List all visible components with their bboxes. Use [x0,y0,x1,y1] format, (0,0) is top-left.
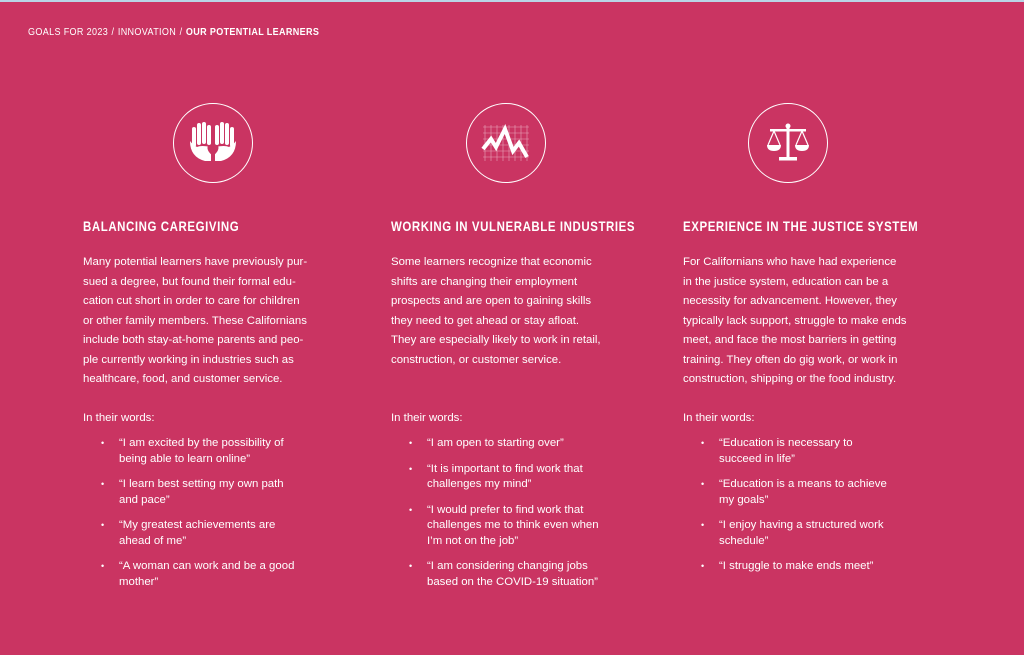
breadcrumb-current: OUR POTENTIAL LEARNERS [185,26,320,38]
words-label: In their words: [391,412,463,424]
quote-line: • “A woman can work and be a good [119,560,295,572]
breadcrumb-part-innovation: INNOVATION [117,26,177,38]
hands-heart-icon [173,103,253,183]
top-rule [0,0,1024,2]
body-line: cation cut short in order to care for children [83,295,300,307]
body-line: training. They often do gig work, or work in [683,353,898,366]
quote-item [391,462,641,493]
body-line: they need to get ahead or stay afloat. [391,314,580,327]
quote-item [683,477,933,508]
quote-list [683,436,933,585]
body-line: meet, and face the most barriers in getting [683,334,897,346]
quote-line: my goals” [719,493,769,506]
body-line: include both stay-at-home parents and peo- [83,334,304,346]
quote-item [391,503,641,550]
quote-line: I’m not on the job” [427,534,519,547]
quote-item [683,559,933,575]
quote-list [391,436,641,600]
column-body [391,253,641,370]
quote-item [83,559,333,590]
body-line: Many potential learners have previously pur- [83,256,308,268]
body-line: sued a degree, but found their formal edu- [83,275,296,288]
quote-line: • “I am excited by the possibility of [119,437,284,449]
quote-line: • “I struggle to make ends meet” [719,560,874,572]
words-label: In their words: [683,412,755,424]
body-line: or other family members. These Californians [83,314,307,327]
quote-item [391,436,641,452]
body-line: shifts are changing their employment [391,275,578,288]
quote-line: • “It is important to find work that [427,462,583,475]
words-label: In their words: [83,412,155,424]
scales-of-justice-icon [748,103,828,183]
quote-line: being able to learn online” [119,452,251,465]
quote-line: and pace” [119,493,170,506]
quote-line: based on the COVID-19 situation” [427,575,598,588]
column-heading: EXPERIENCE IN THE JUSTICE SYSTEM [683,218,919,234]
quote-list [83,436,333,600]
quote-line: • “I would prefer to find work that [427,503,584,516]
quote-item [83,436,333,467]
column-vulnerable-industries [391,100,641,588]
quote-line: • “Education is necessary to [719,437,853,449]
quote-line: • “Education is a means to achieve [719,478,887,490]
column-heading: BALANCING CAREGIVING [83,218,240,234]
quote-line: challenges my mind” [427,478,532,490]
body-line: construction, or customer service. [391,353,562,366]
quote-line: • “My greatest achievements are [119,519,276,531]
quote-item [83,518,333,549]
quote-item [683,436,933,467]
quote-line: • “I learn best setting my own path [119,478,284,490]
body-line: healthcare, food, and customer service. [83,373,283,385]
body-line: prospects and are open to gaining skills [391,295,592,307]
column-heading: WORKING IN VULNERABLE INDUSTRIES [391,218,636,234]
body-line: necessity for advancement. However, they [683,295,897,307]
declining-chart-icon [466,103,546,183]
quote-line: challenges me to think even when [427,519,599,531]
column-body [683,253,933,390]
body-line: ple currently working in industries such as [83,353,294,366]
quote-item [683,518,933,549]
body-line: Some learners recognize that economic [391,256,592,268]
quote-line: ahead of me” [119,534,187,547]
column-body [83,253,333,390]
quote-item [391,559,641,590]
body-line: construction, shipping or the food industry. [683,373,897,385]
quote-line: • “I enjoy having a structured work [719,519,884,531]
quote-line: • “I am open to starting over” [427,437,564,449]
breadcrumb-part-goals: GOALS FOR 2023 [28,26,109,38]
quote-line: schedule” [719,534,769,547]
body-line: For Californians who have had experience [683,256,897,268]
quote-line: mother” [119,575,159,588]
column-balancing-caregiving [83,100,333,588]
breadcrumb-separator: / [179,26,183,38]
quote-line: • “I am considering changing jobs [427,560,588,572]
body-line: in the justice system, education can be a [683,275,889,288]
quote-line: succeed in life” [719,452,795,465]
body-line: They are especially likely to work in retail, [391,334,601,346]
breadcrumb-separator: / [111,26,115,38]
column-justice-system [683,100,933,572]
body-line: typically lack support, struggle to make ends [683,314,907,327]
quote-item [83,477,333,508]
breadcrumb [28,26,319,38]
